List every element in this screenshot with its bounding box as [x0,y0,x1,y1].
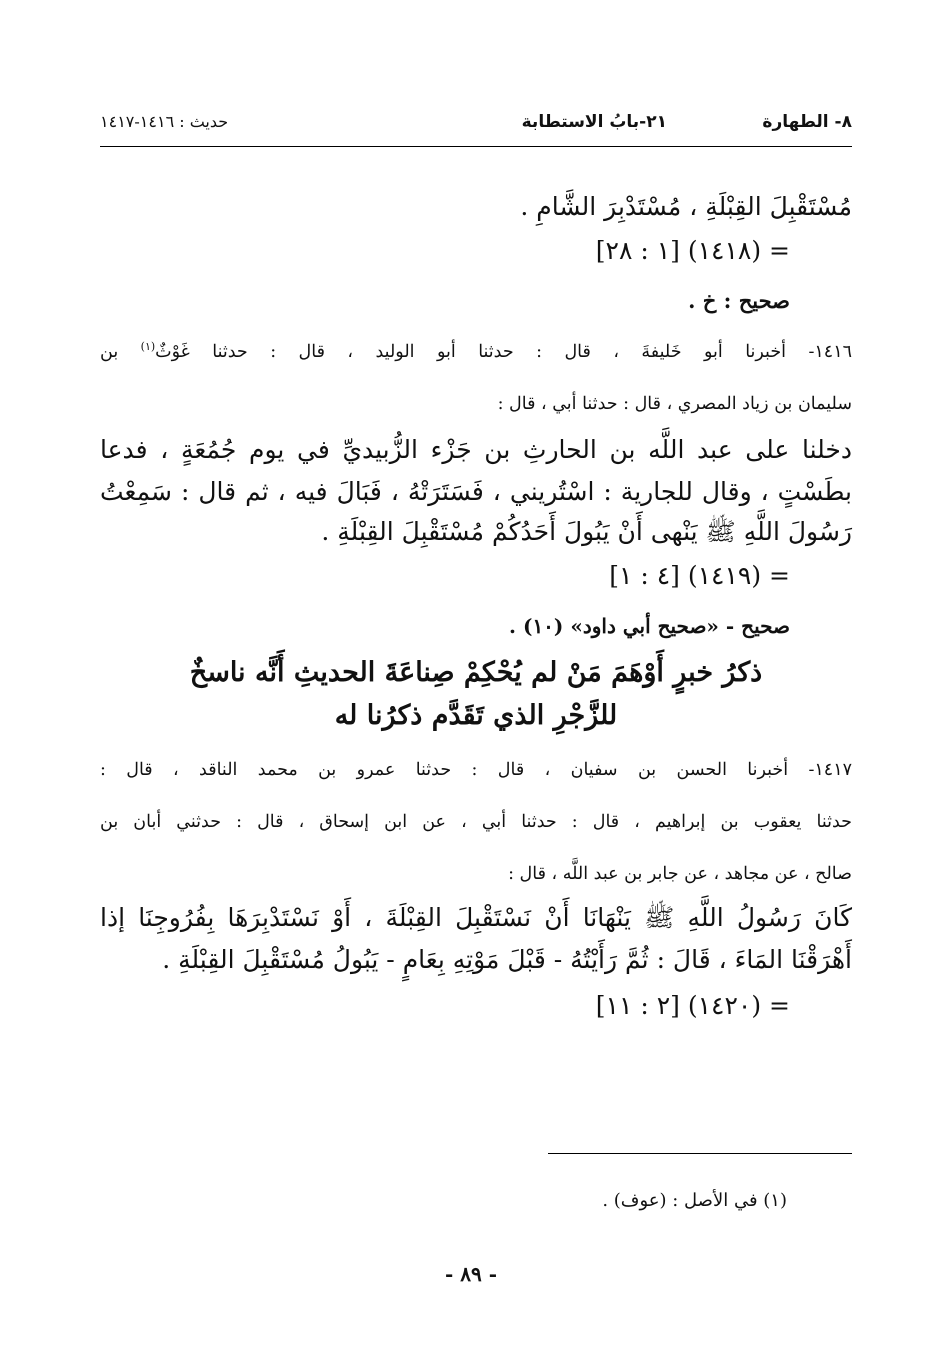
matn-line: دخلنا على عبد اللَّه بن الحارثِ بن جَزْء الزُّبيديِّ في يوم جُمُعَةٍ ، فدعا [100,434,852,464]
matn-line: رَسُولَ اللَّهِ ﷺ يَنْهى أَنْ يَبُولَ أَحَدُكُمْ مُسْتَقْبِلَ القِبْلَةِ . [321,516,852,546]
reference-line: = (١٤٢٠) [٢ : ١١] [595,990,790,1020]
running-header [100,112,852,147]
isnad-text: ١٤١٦- أخبرنا أبو خَليفةَ ، قال : حدثنا أبو الوليد ، قال : حدثنا غَوْثٌ [155,341,852,362]
matn-line: بطَسْتٍ ، وقال للجارية : اسْتُريني ، فَسَتَرَتْهُ ، فَبَالَ فيه ، ثم قال : سَمِعْتُ [100,476,852,506]
section-heading: للزَّجْرِ الذي تَقَدَّم ذكرُنا له [334,699,618,731]
isnad-text-end: بن [100,341,141,362]
isnad-line: ١٤١٧- أخبرنا الحسن بن سفيان ، قال : حدثنا عمرو بن محمد الناقد ، قال : [100,759,852,780]
grading-line: صحيح : خ . [688,288,790,313]
grading-line: صحيح - «صحيح أبي داود» (١٠) . [509,613,790,638]
matn-line: أَهْرَقْنَا المَاءَ ، قَالَ : ثُمَّ رَأَيْتُهُ - قَبْلَ مَوْتِهِ بِعَامٍ - يَبُولُ مُسْتَقْبِلَ القِبْلَةِ . [162,944,852,974]
isnad-line: صالح ، عن مجاهد ، عن جابر بن عبد اللَّه ، قال : [508,863,852,884]
section-heading: ذكرُ خبرٍ أَوْهَمَ مَنْ لم يُحْكِمْ صِناعَةَ الحديثِ أَنَّه ناسخٌ [189,656,763,688]
header-chapter: ٨- الطهارة [762,112,852,132]
isnad-line [100,332,852,367]
reference-line: = (١٤١٨) [١ : ٢٨] [595,236,790,265]
footnote-divider [548,1153,852,1154]
text-line: مُسْتَقْبِلَ القِبْلَةِ ، مُسْتَدْبِرَ الشَّامِ . [520,192,852,221]
reference-line: = (١٤١٩) [٤ : ١] [609,560,790,590]
page-number: - ٨٩ - [444,1262,497,1286]
page-body [100,172,852,1021]
footnote: (١) في الأصل : (عوف) . [602,1190,787,1211]
isnad-line: سليمان بن زياد المصري ، قال : حدثنا أبي ، قال : [497,393,852,414]
isnad-line: حدثنا يعقوب بن إبراهيم ، قال : حدثنا أبي ، عن ابن إسحاق ، قال : حدثني أبان بن [100,811,852,832]
matn-line: كَانَ رَسُولُ اللَّهِ ﷺ يَنْهَانَا أَنْ نَسْتَقْبِلَ القِبْلَةَ ، أَوْ نَسْتَدْبِرَهَا بِفُرُوجِنَا إذا [100,902,852,932]
header-section: ٢١-بابُ الاستطابة [521,112,667,132]
footnote-marker: (١) [140,340,156,353]
header-hadith-range: حديث : ١٤١٦-١٤١٧ [100,112,229,131]
